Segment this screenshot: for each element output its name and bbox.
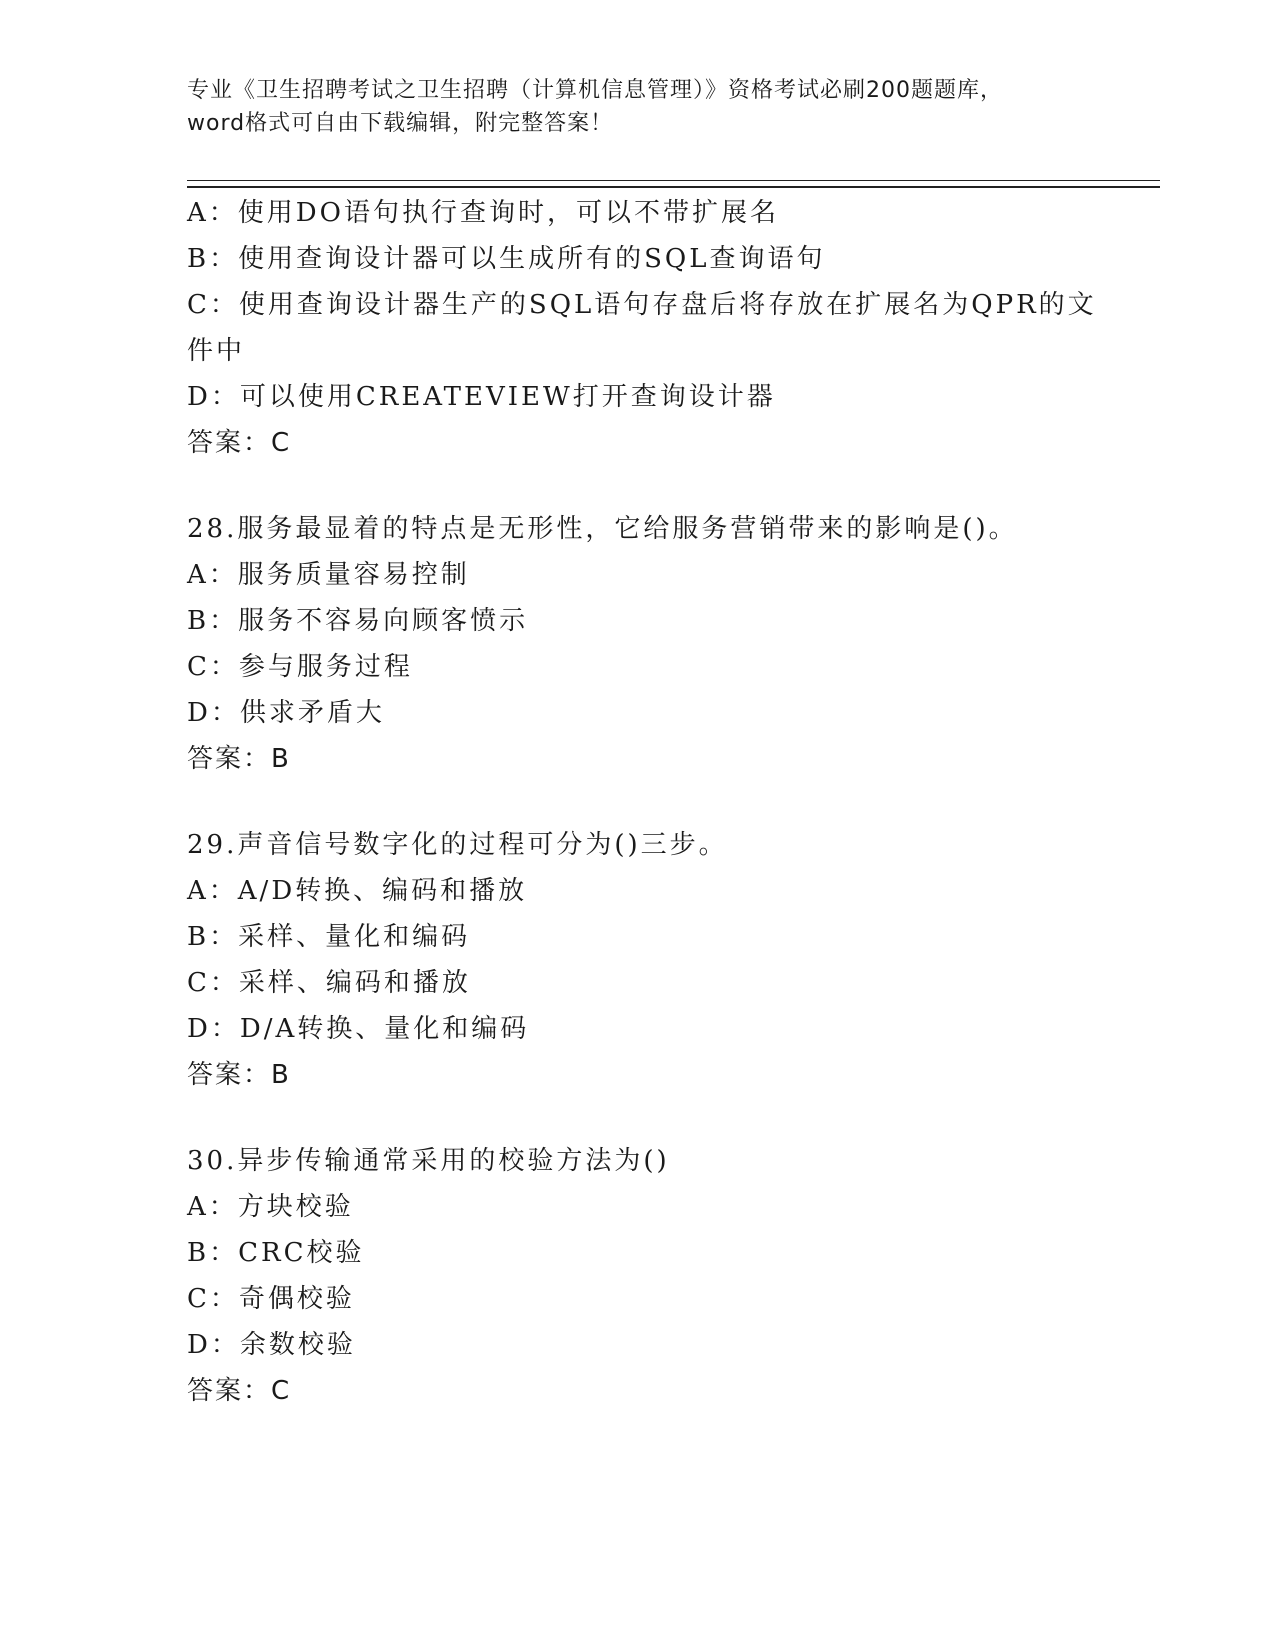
option-c: C：使用查询设计器生产的SQL语句存盘后将存放在扩展名为QPR的文 bbox=[187, 290, 1097, 320]
document-header bbox=[187, 74, 1107, 140]
question-30 bbox=[187, 1138, 1087, 1414]
question-stem: 30.异步传输通常采用的校验方法为() bbox=[187, 1146, 670, 1176]
option-b: B：服务不容易向顾客愤示 bbox=[187, 606, 529, 636]
question-content bbox=[187, 190, 1097, 1414]
header-divider bbox=[187, 180, 1160, 188]
option-d: D：可以使用CREATEVIEW打开查询设计器 bbox=[187, 382, 776, 412]
option-c: C：奇偶校验 bbox=[187, 1284, 355, 1314]
answer: 答案：C bbox=[187, 1376, 292, 1406]
answer: 答案：C bbox=[187, 428, 292, 458]
option-d: D：D/A转换、量化和编码 bbox=[187, 1014, 530, 1044]
option-b: B：使用查询设计器可以生成所有的SQL查询语句 bbox=[187, 244, 826, 274]
option-d: D：余数校验 bbox=[187, 1330, 356, 1360]
header-title-line2: word格式可自由下载编辑，附完整答案！ bbox=[187, 111, 614, 136]
option-c: C：参与服务过程 bbox=[187, 652, 413, 682]
option-b: B：采样、量化和编码 bbox=[187, 922, 471, 952]
question-stem: 29.声音信号数字化的过程可分为()三步。 bbox=[187, 830, 728, 860]
question-27-continued bbox=[187, 190, 1097, 466]
answer: 答案：B bbox=[187, 1060, 291, 1090]
option-a: A：A/D转换、编码和播放 bbox=[187, 876, 528, 906]
option-a: A：方块校验 bbox=[187, 1192, 354, 1222]
question-28 bbox=[187, 506, 1087, 782]
option-d: D：供求矛盾大 bbox=[187, 698, 385, 728]
answer: 答案：B bbox=[187, 744, 291, 774]
option-b: B：CRC校验 bbox=[187, 1238, 365, 1268]
question-29 bbox=[187, 822, 1087, 1098]
header-title-line1: 专业《卫生招聘考试之卫生招聘（计算机信息管理）》资格考试必刷200题题库， bbox=[187, 78, 1003, 103]
question-stem: 28.服务最显着的特点是无形性，它给服务营销带来的影响是()。 bbox=[187, 514, 1018, 544]
option-a: A：服务质量容易控制 bbox=[187, 560, 470, 590]
option-c-continuation: 件中 bbox=[187, 336, 246, 366]
option-c: C：采样、编码和播放 bbox=[187, 968, 471, 998]
option-a: A：使用DO语句执行查询时，可以不带扩展名 bbox=[187, 198, 779, 228]
